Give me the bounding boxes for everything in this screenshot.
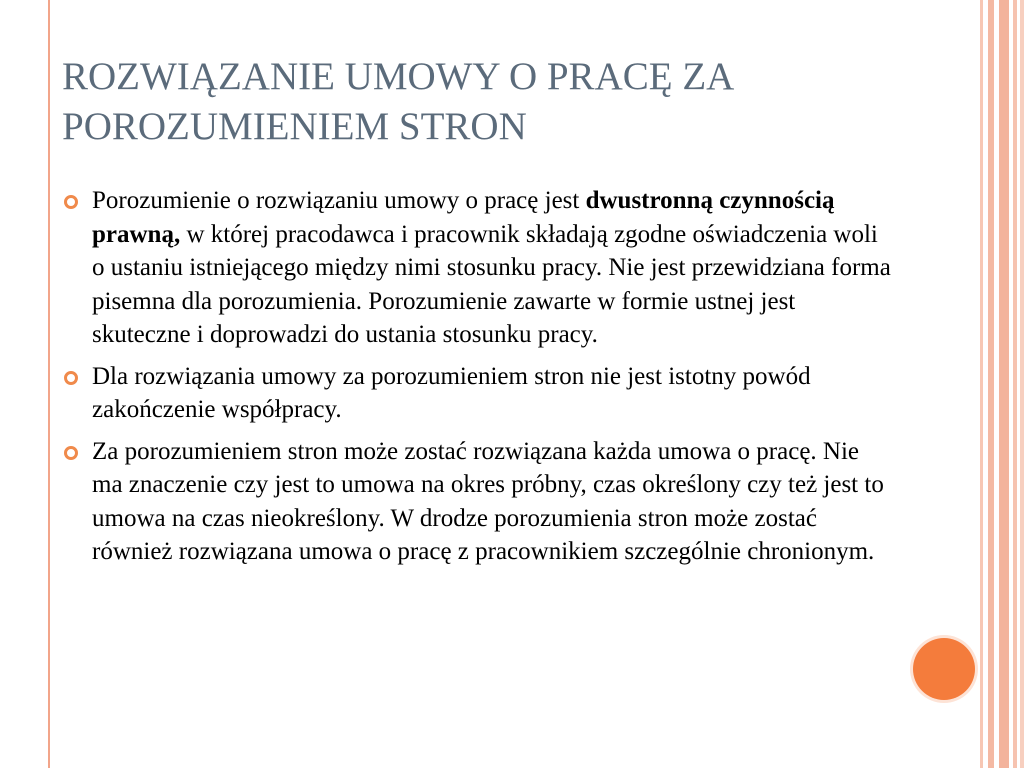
right-decorative-stripe (999, 0, 1009, 768)
bullet-text-1 (92, 184, 892, 352)
right-decorative-stripe (980, 0, 983, 768)
bullet-ring-icon (64, 446, 78, 460)
slide-title (62, 52, 922, 152)
bullet-ring-icon (64, 195, 78, 209)
right-decorative-stripe (1020, 0, 1024, 768)
right-decorative-stripe (1013, 0, 1017, 768)
slide-title-line-2: POROZUMIENIEM STRON (62, 105, 527, 148)
bullet-text-3: Za porozumieniem stron może zostać rozwiązana każda umowa o pracę. Nie ma znaczenie czy jest to umowa na okres próbny, czas określony czy też jest to umowa na czas nieokreślony. W drodze porozumienia stron może zostać również rozwiązana umowa o pracę z pracownikiem szczególnie chronionym. (92, 437, 884, 565)
bullet-list (62, 184, 892, 577)
bullet-1-bold-text: dwustronną czynnością prawną, (92, 187, 835, 248)
bullet-1-text-before: Porozumienie o rozwiązaniu umowy o pracę jest (92, 187, 586, 214)
bullet-1-text-after: w której pracodawca i pracownik składają zgodne oświadczenia woli o ustaniu istniejącego między nimi stosunku pracy. Nie jest przewidziana forma pisemna dla porozumienia. Porozumienie zawarte w formie ustnej jest skuteczne i doprowadzi do ustania stosunku pracy. (92, 220, 891, 348)
right-decorative-stripe (988, 0, 994, 768)
bullet-text-2: Dla rozwiązania umowy za porozumieniem stron nie jest istotny powód zakończenie współpracy. (92, 362, 811, 423)
left-border-line (48, 0, 50, 768)
bullet-ring-icon (64, 371, 78, 385)
bullet-item-2 (62, 360, 892, 427)
bullet-item-1 (62, 184, 892, 352)
decorative-orange-circle (913, 638, 975, 700)
bullet-item-3 (62, 435, 892, 569)
slide-title-line-1: ROZWIĄZANIE UMOWY O PRACĘ ZA (62, 55, 735, 98)
